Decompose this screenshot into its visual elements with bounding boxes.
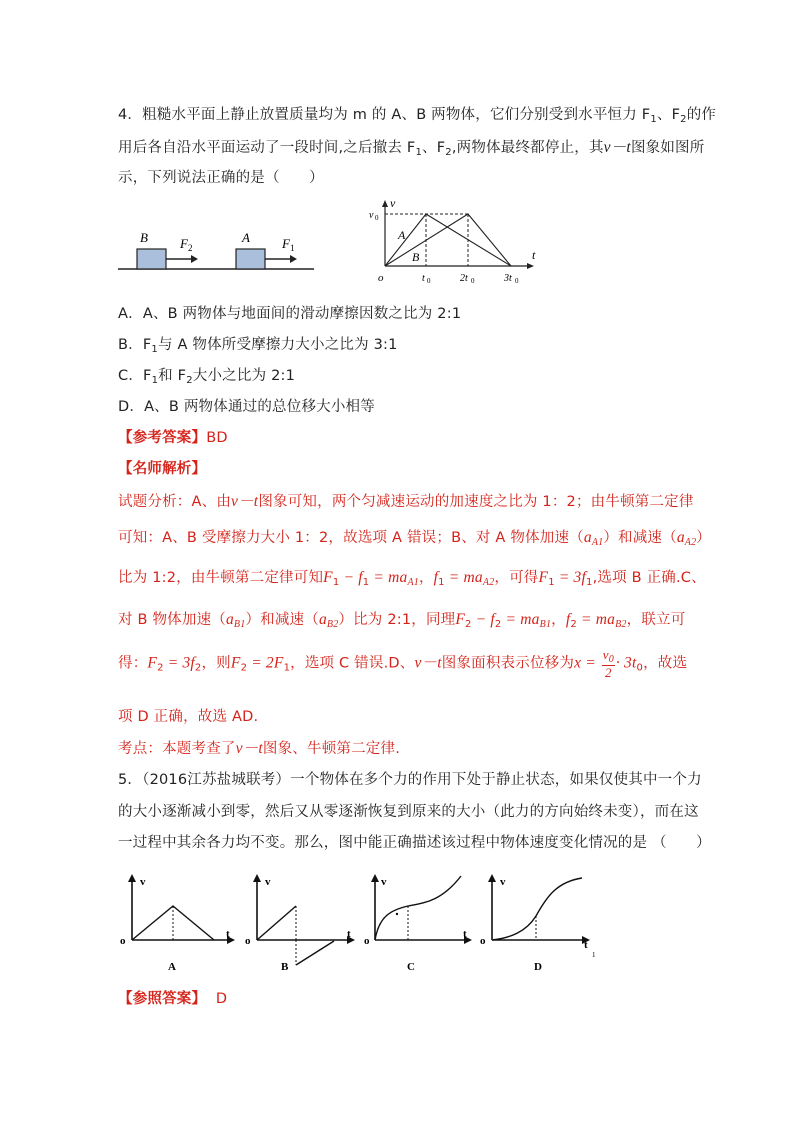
- q4-analysis-line1: 试题分析：A、由v－t图象可知，两个匀减速运动的加速度之比为 1：2；由牛顿第二定律: [118, 493, 694, 510]
- svg-text:o: o: [245, 935, 251, 947]
- svg-text:v: v: [381, 876, 387, 888]
- q4-analysis-line6: 项 D 正确，故选 AD.: [118, 709, 259, 725]
- q5-graph-b: [243, 868, 363, 980]
- svg-text:0: 0: [515, 277, 519, 285]
- q5-graph-d: [478, 868, 598, 980]
- svg-text:o: o: [378, 272, 384, 284]
- svg-text:v: v: [390, 196, 396, 210]
- label-b: B: [140, 230, 148, 245]
- svg-text:A: A: [398, 228, 406, 242]
- svg-text:B: B: [412, 250, 420, 264]
- block-b: [137, 249, 166, 269]
- block-a: [236, 249, 265, 269]
- q4-stem-line1: 4．粗糙水平面上静止放置质量均为 m 的 A、B 两物体，它们分别受到水平恒力 $F_1$、$F_2$的作: [118, 107, 717, 125]
- svg-text:t: t: [532, 248, 536, 262]
- q4-note: 考点：本题考查了v－t图象、牛顿第二定律.: [118, 740, 401, 757]
- q4-analysis-line2: 可知：A、B 受摩擦力大小 1：2，故选项 A 错误；B、对 A 物体加速$(a_{A1})$和减速$(a_{A2})$: [118, 529, 711, 548]
- label-f1: F: [282, 236, 290, 251]
- svg-text:2: 2: [188, 243, 193, 253]
- svg-text:t: t: [584, 939, 588, 951]
- q4-blocks-figure: [118, 222, 318, 274]
- svg-text:0: 0: [427, 277, 431, 285]
- q4-analysis-line5: 得：$F_2 = 3f_2$，则$F_2 = 2F_1$，选项 C 错误.D、v－t图象面积表示位移为x = $\frac{v_0}{2}$ · $3t_0$，故选: [118, 647, 688, 680]
- q5-stem-line1: 5．（2016江苏盐城联考）一个物体在多个力的作用下处于静止状态，如果仅使其中一个力: [118, 772, 702, 788]
- svg-text:C: C: [407, 961, 415, 973]
- q5-stem-line2: 的大小逐渐减小到零，然后又从零逐渐恢复到原来的大小（此力的方向始终未变），而在这: [118, 804, 699, 820]
- label-f2: F: [180, 236, 188, 251]
- svg-text:B: B: [281, 961, 289, 973]
- svg-text:0: 0: [471, 277, 475, 285]
- svg-text:v: v: [140, 876, 146, 888]
- svg-text:t: t: [463, 928, 467, 940]
- q4-option-a: A．A、B 两物体与地面间的滑动摩擦因数之比为 2:1: [118, 306, 462, 322]
- q5-graph-c: [363, 868, 478, 980]
- q4-analysis-line4: 对 B 物体加速$(a_{B1})$和减速$(a_{B2})$比为 2:1，同理$F_2 - f_2 = ma_{B1}$，$f_2 = ma_{B2}$，联立可: [118, 611, 686, 630]
- q4-answer: 【参考答案】BD: [118, 430, 228, 446]
- svg-text:3t: 3t: [504, 273, 512, 284]
- q4-option-d: D．A、B 两物体通过的总位移大小相等: [118, 399, 375, 415]
- q4-analysis-line3: 比为 1:2，由牛顿第二定律可知$F_1 - f_1 = ma_{A1}$，$f_1 = ma_{A2}$，可得$F_1 = 3f_1$,选项 B 正确.C、: [118, 569, 706, 588]
- svg-text:D: D: [534, 961, 542, 973]
- svg-text:A: A: [168, 961, 176, 973]
- svg-text:0: 0: [375, 214, 379, 222]
- svg-text:1: 1: [290, 243, 295, 253]
- svg-text:o: o: [364, 935, 370, 947]
- q4-analysis-label: 【名师解析】: [118, 461, 207, 477]
- svg-text:t: t: [347, 928, 351, 940]
- q5-answer: 【参照答案】 D: [118, 991, 228, 1007]
- fraction-v0-over-2: $\frac{v_0}{2}$: [602, 647, 614, 680]
- svg-text:v: v: [369, 210, 374, 221]
- q5-stem-line3: 一过程中其余各力均不变。那么，图中能正确描述该过程中物体速度变化情况的是 （ ）: [118, 835, 711, 851]
- q4-option-b: B．$F_1$与 A 物体所受摩擦力大小之比为 3:1: [118, 337, 398, 355]
- svg-text:o: o: [120, 935, 126, 947]
- svg-text:v: v: [500, 876, 506, 888]
- svg-text:t: t: [226, 928, 230, 940]
- svg-text:o: o: [480, 935, 486, 947]
- svg-text:2t: 2t: [460, 273, 468, 284]
- q4-stem-line2: 用后各自沿水平面运动了一段时间,之后撤去 $F_1$、$F_2$,两物体最终都停止，其v－t图象如图所: [118, 139, 705, 158]
- q4-vt-graph: [368, 196, 548, 288]
- q4-option-c: C．$F_1$和 $F_2$大小之比为 2:1: [118, 368, 296, 386]
- svg-text:v: v: [265, 876, 271, 888]
- svg-text:1: 1: [592, 951, 596, 959]
- svg-text:t: t: [422, 273, 425, 284]
- label-a: A: [242, 230, 250, 245]
- q5-graph-a: [118, 868, 243, 980]
- q4-stem-line3: 示，下列说法正确的是（ ）: [118, 170, 324, 186]
